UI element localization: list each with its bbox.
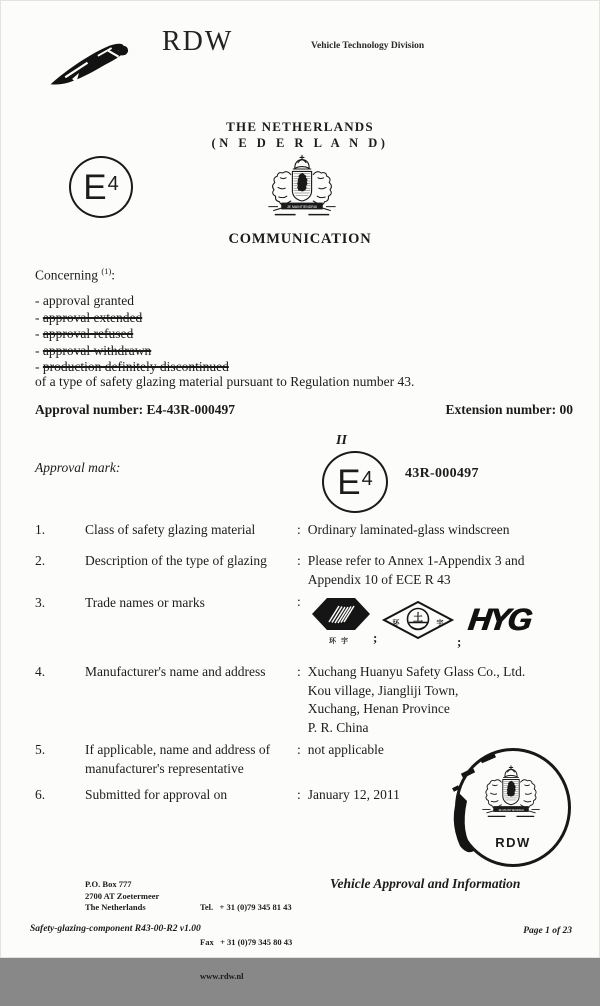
item-row-3: 3. Trade names or marks [35,595,205,610]
fax-line: Fax + 31 (0)79 345 80 43 [200,936,293,947]
country-name: THE NETHERLANDS [226,119,374,134]
concerning-options-list [35,293,229,376]
approval-mark-number: 43R-000497 [405,466,479,481]
item-row-2: 2. Description of the type of glazing : Please refer to Annex 1-Appendix 3 and Appendix 10 of ECE R 43 [35,553,525,587]
document-type-title: COMMUNICATION [228,231,372,247]
footer-address [85,879,159,914]
rdw-stamp [443,743,579,871]
trademark-separator: ; [373,630,378,645]
e-digit: 4 [107,173,119,195]
address-line: P.O. Box 777 [85,879,132,889]
footer-contact [200,879,292,1006]
concerning-word: Concerning [35,267,98,283]
footer-department: Vehicle Approval and Information [330,876,521,891]
concerning-label [35,266,115,284]
stamp-swoosh-icon [443,743,579,871]
diamond-right-char: 宇 [436,619,444,627]
hyg-text-logo: HYG [466,602,533,637]
option-production-discontinued: - production definitely discontinued [35,359,229,374]
rdw-bird-logo [48,34,134,88]
option-approval-refused: - approval refused [35,326,134,341]
approval-mark-label: Approval mark: [35,460,121,475]
dutch-coat-of-arms-icon [254,152,350,226]
option-approval-extended: - approval extended [35,309,143,325]
division-title: Vehicle Technology Division [311,41,425,51]
e-letter: E [83,167,107,207]
footnote-marker: (1) [101,266,112,276]
item-row-5: 5. If applicable, name and address of manufacturer's representative : not applicable [35,742,384,776]
diamond-trademark-icon [383,601,453,639]
hexagon-logo-caption: 环宇 [329,637,353,645]
e4-mark-circle-icon [322,451,388,513]
address-line: The Netherlands [85,902,146,912]
item-row-1: 1. Class of safety glazing material : Ordinary laminated-glass windscreen [35,522,510,537]
hexagon-trademark-icon [312,597,370,645]
option-approval-granted: - approval granted [35,293,134,308]
subject-line: of a type of safety glazing material pursuant to Regulation number 43. [35,374,415,389]
concerning-colon: : [111,267,116,283]
stamp-rdw-label: RDW [495,835,531,850]
website-line: www.rdw.nl [200,971,244,981]
e4-approval-mark-icon [69,156,133,218]
item-row-6: 6. Submitted for approval on : January 12, 2011 [35,787,400,802]
trade-marks-colon: : [297,594,301,609]
trademark-separator: ; [457,634,462,649]
item-row-4: 4. Manufacturer's name and address : Xuchang Huanyu Safety Glass Co., Ltd. Kou village, Jiangliji Town, Xuchang, Henan Province P. R. China [35,664,526,735]
e-letter: E [337,462,361,502]
country-name-native: (N E D E R L A N D) [211,136,389,150]
diamond-left-char: 环 [392,619,400,627]
trade-marks-block [297,592,547,652]
address-line: 2700 AT Zoetermeer [85,890,160,901]
country-heading [150,119,450,151]
roman-numeral: II [336,433,347,448]
page-number: Page 1 of 23 [523,926,572,936]
approval-number: Approval number: E4-43R-000497 [35,402,236,417]
extension-number: Extension number: 00 [445,402,573,417]
option-approval-withdrawn: - approval withdrawn [35,342,152,358]
rdw-brand-text: RDW [162,26,234,57]
diamond-inner-glyph: 土 [413,613,423,624]
e-digit: 4 [361,468,373,490]
phone-line: Tel. + 31 (0)79 345 81 43 [200,902,292,912]
document-reference: Safety-glazing-component R43-00-R2 v1.00 [30,924,201,934]
